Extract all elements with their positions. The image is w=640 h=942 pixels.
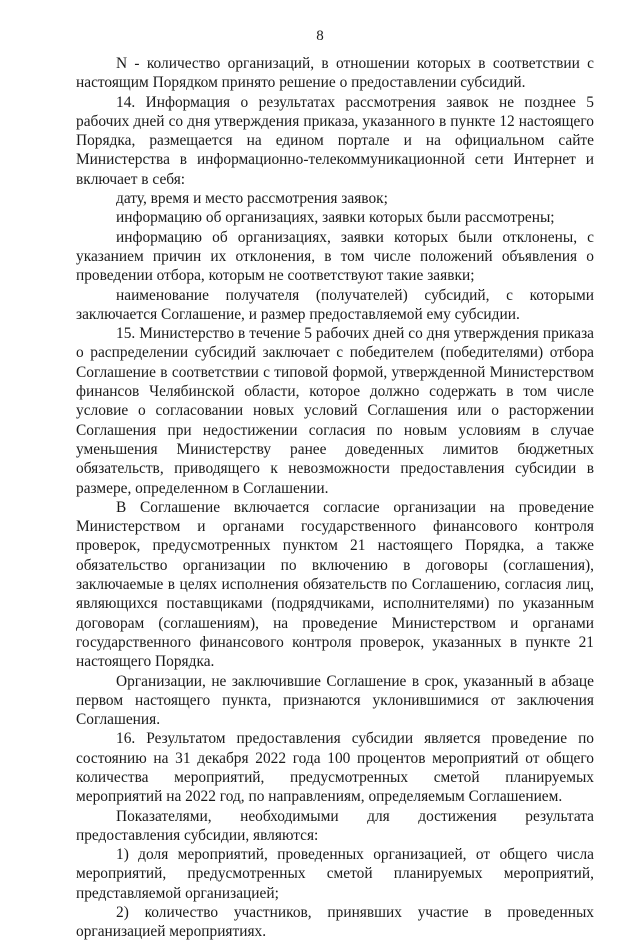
document-body: [76, 54, 594, 942]
list-item-review-date: дату, время и место рассмотрения заявок;: [116, 190, 388, 208]
list-item-rejected-orgs: информацию об организациях, заявки которых были отклонены, с указанием причин их отклонения, в том числе положений объявления о проведении отбора, которым не соответствуют такие заявки;: [76, 228, 594, 285]
paragraph-15-evasion: Организации, не заключившие Соглашение в срок, указанный в абзаце первом настоящего пункта, признаются уклонившимися от заключения Соглашения.: [76, 672, 594, 729]
paragraph-16: 16. Результатом предоставления субсидии является проведение по состоянию на 31 декабря 2022 года 100 процентов мероприятий от общего количества мероприятий, предусмотренных сметой планируемых мероприятий на 2022 год, по направлениям, определяемым Соглашением.: [76, 730, 594, 806]
page-number: 8: [316, 28, 324, 44]
paragraph-14: 14. Информация о результатах рассмотрения заявок не позднее 5 рабочих дней со дня утверждения приказа, указанного в пункте 12 настоящего Порядка, размещается на едином портале и на официальном сайте Министерства в информационно-телекоммуникационной сети Интернет и включает в себя:: [76, 93, 594, 188]
paragraph-15-agreement-consent: В Соглашение включается согласие организации на проведение Министерством и органами государственного финансового контроля проверок, предусмотренных пунктом 21 настоящего Порядка, а также обязательство организации по включению в договоры (соглашения), заключаемые в целях исполнения обязательств по Соглашению, согласия лиц, являющихся поставщиками (подрядчиками, исполнителями) по указанным договорам (соглашениям), на проведение Министерством и органами государственного финансового контроля проверок, указанных в пункте 21 настоящего Порядка.: [76, 498, 594, 671]
paragraph-15: 15. Министерство в течение 5 рабочих дней со дня утверждения приказа о распределении субсидий заключает с победителем (победителями) отбора Соглашение в соответствии с типовой формой, утвержденной Министерством финансов Челябинской области, которое должно содержать в том числе условие о согласовании новых условий Соглашения или о расторжении Соглашения при недостижении согласия по новым условиям в случае уменьшения Министерству ранее доведенных лимитов бюджетных обязательств, приводящего к невозможности предоставления субсидии в размере, определенном в Соглашении.: [76, 325, 594, 497]
list-item-reviewed-orgs: информацию об организациях, заявки которых были рассмотрены;: [116, 209, 555, 227]
list-item-recipients: наименование получателя (получателей) субсидий, с которыми заключается Соглашение, и размер предоставляемой ему субсидии.: [76, 286, 594, 323]
paragraph-n-definition: N - количество организаций, в отношении которых в соответствии с настоящим Порядком принято решение о предоставлении субсидий.: [76, 55, 594, 92]
paragraph-16-indicators: Показателями, необходимыми для достижения результата предоставления субсидии, являются:: [76, 807, 594, 844]
indicator-item-1: 1) доля мероприятий, проведенных организацией, от общего числа мероприятий, предусмотренных сметой планируемых мероприятий, представляемой организацией;: [76, 846, 594, 902]
indicator-item-2: 2) количество участников, принявших участие в проведенных организацией мероприятиях.: [76, 904, 594, 941]
